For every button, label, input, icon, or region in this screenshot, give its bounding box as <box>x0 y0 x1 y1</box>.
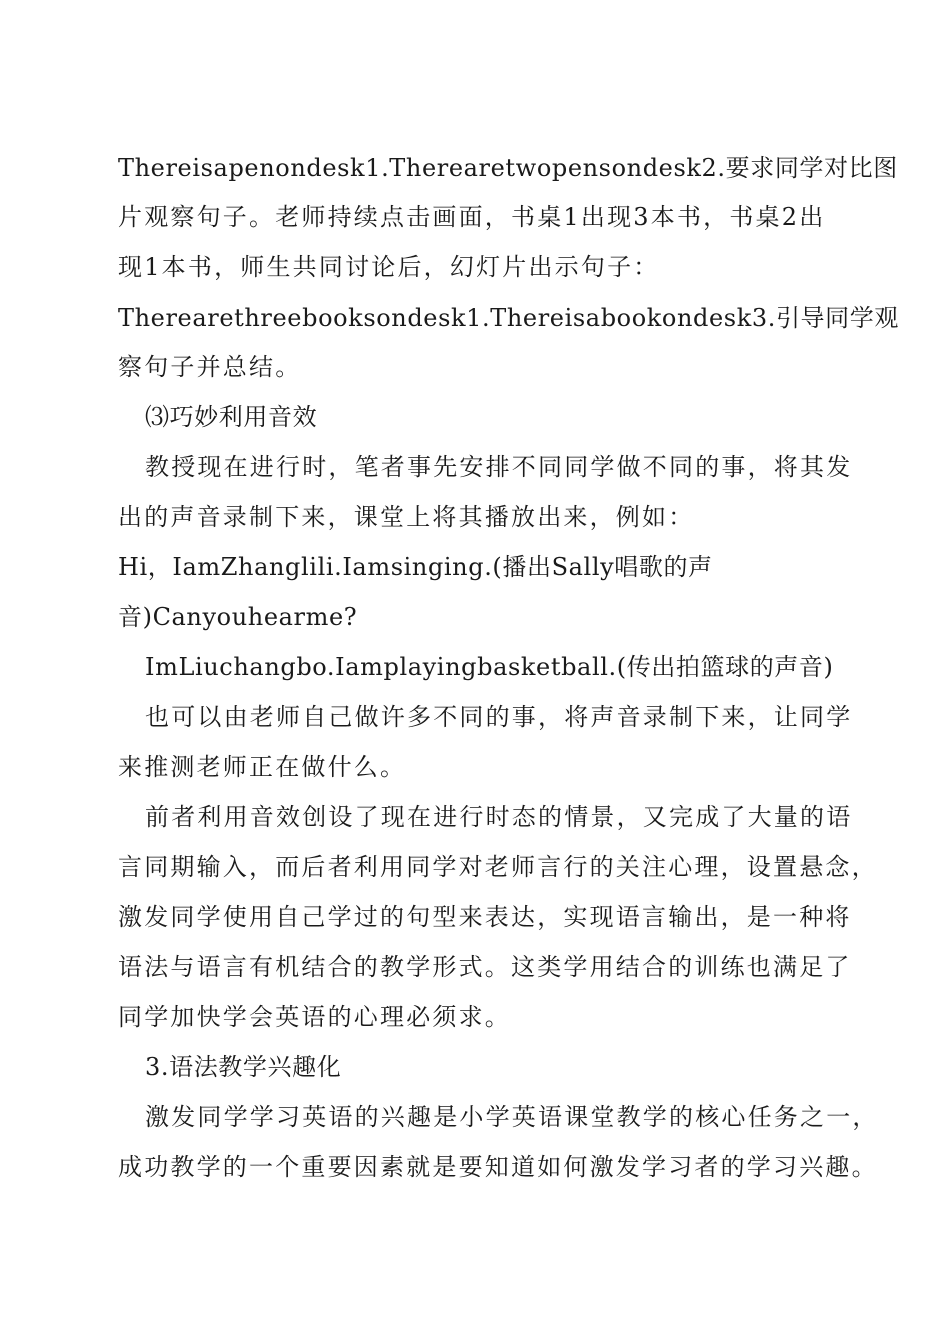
paragraph-line: 来推测老师正在做什么。 <box>118 753 407 781</box>
paragraph-line: 成功教学的一个重要因素就是要知道如何激发学习者的学习兴趣。 <box>118 1153 878 1181</box>
paragraph-line: 言同期输入，而后者利用同学对老师言行的关注心理，设置悬念， <box>118 853 878 881</box>
paragraph-line: 激发同学使用自己学过的句型来表达，实现语言输出，是一种将 <box>118 903 852 931</box>
paragraph-line: 语法与语言有机结合的教学形式。这类学用结合的训练也满足了 <box>118 953 852 981</box>
paragraph-line: Thereisapenondesk1.Therearetwopensondesk2.要求同学对比图 <box>118 154 898 182</box>
paragraph-line: ImLiuchangbo.Iamplayingbasketball.(传出拍篮球的声音) <box>145 653 834 681</box>
paragraph-line: Hi，IamZhanglili.Iamsinging.(播出Sally唱歌的声 <box>118 553 713 581</box>
paragraph-line: 也可以由老师自己做许多不同的事，将声音录制下来，让同学 <box>145 703 853 731</box>
paragraph-line: 教授现在进行时，笔者事先安排不同同学做不同的事，将其发 <box>145 453 853 481</box>
paragraph-line: 前者利用音效创设了现在进行时态的情景，又完成了大量的语 <box>145 803 853 831</box>
paragraph-line: Therearethreebooksondesk1.Thereisabookondesk3.引导同学观 <box>118 304 899 332</box>
paragraph-line: 音)Canyouhearme? <box>118 603 358 631</box>
paragraph-line: 现1本书，师生共同讨论后，幻灯片出示句子： <box>118 253 660 281</box>
paragraph-line: 察句子并总结。 <box>118 353 302 381</box>
paragraph-line: 片观察句子。老师持续点击画面，书桌1出现3本书，书桌2出 <box>118 203 826 231</box>
paragraph-line: 同学加快学会英语的心理必须求。 <box>118 1003 511 1031</box>
paragraph-line: 激发同学学习英语的兴趣是小学英语课堂教学的核心任务之一， <box>145 1103 879 1131</box>
section-heading: 3.语法教学兴趣化 <box>145 1053 342 1081</box>
paragraph-line: 出的声音录制下来，课堂上将其播放出来，例如： <box>118 503 695 531</box>
section-heading: ⑶巧妙利用音效 <box>145 403 318 431</box>
